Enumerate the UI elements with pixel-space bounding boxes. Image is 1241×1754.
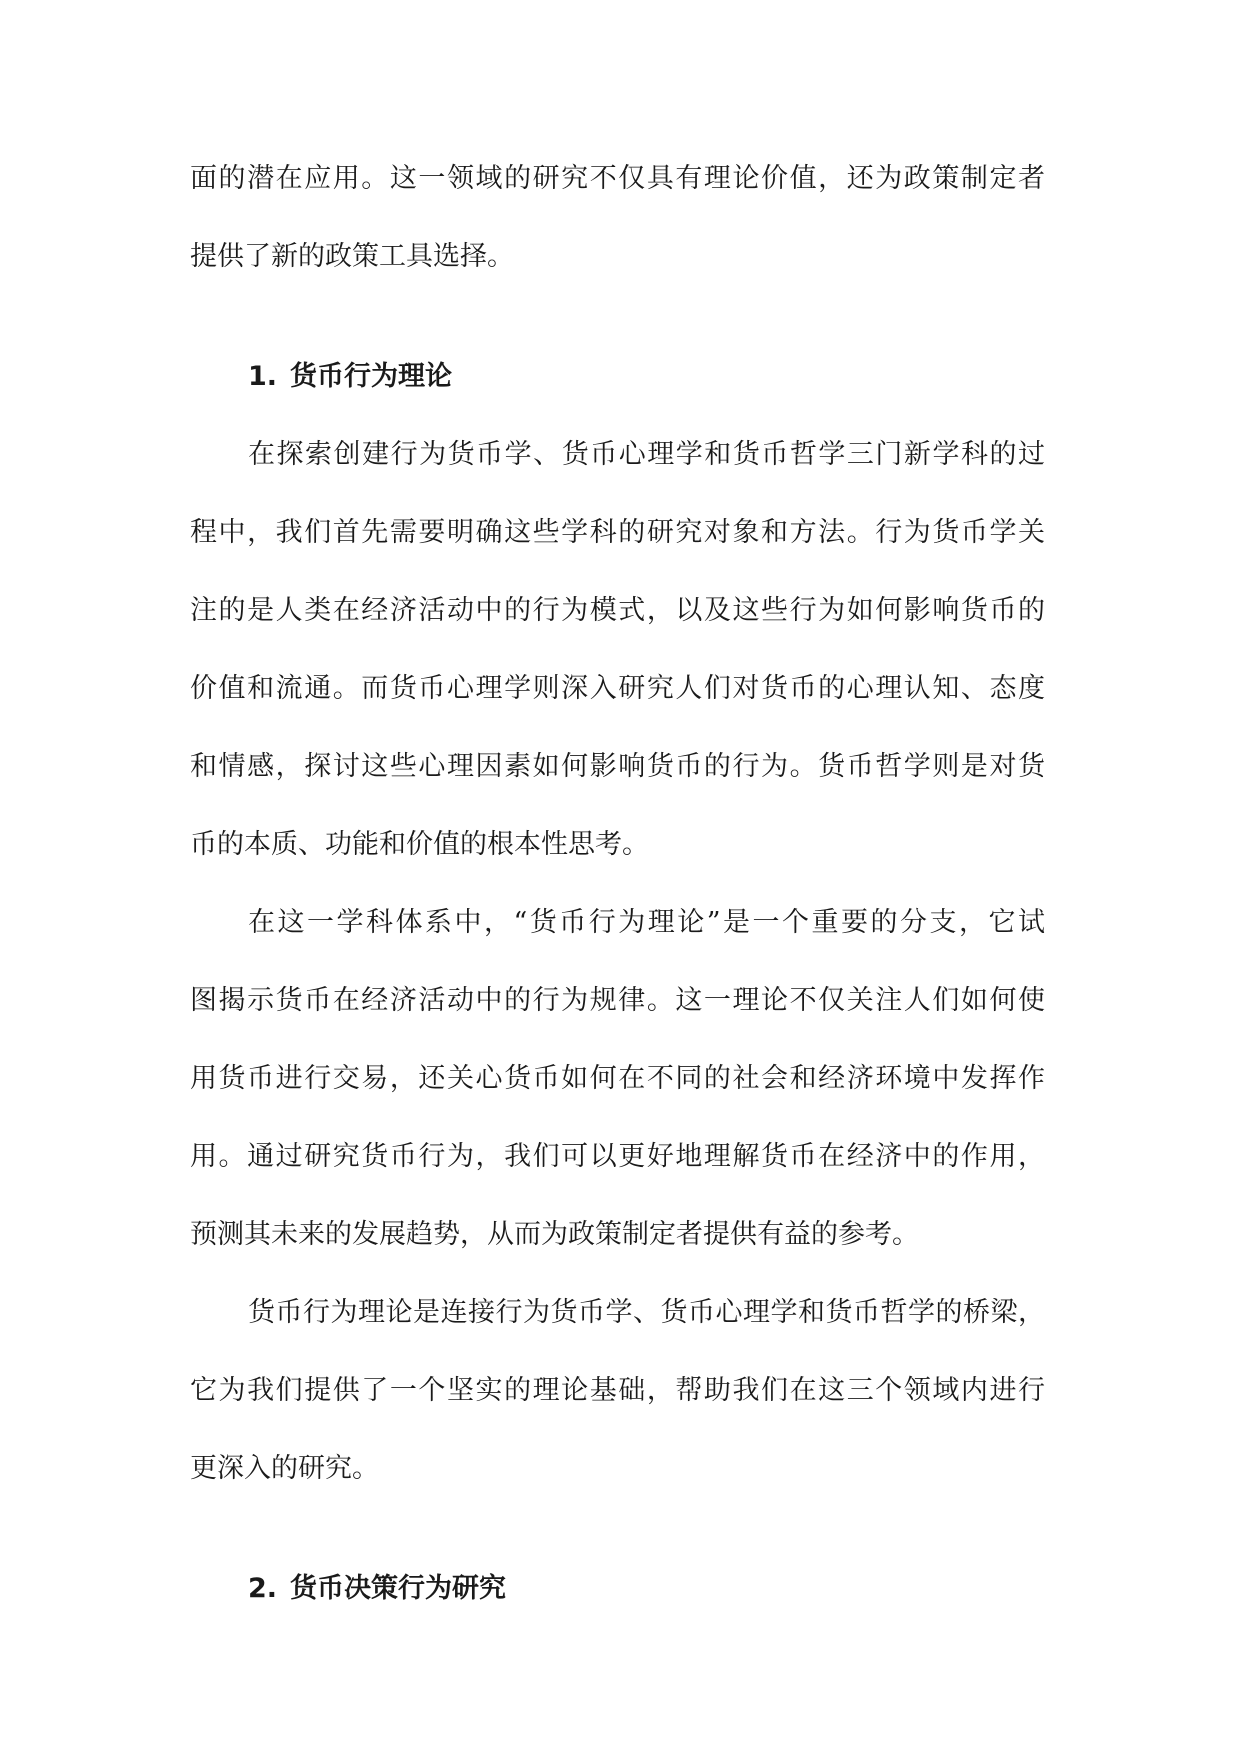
text-line: 更深入的研究。 xyxy=(190,1453,379,1484)
text-line: 币的本质、功能和价值的根本性思考。 xyxy=(190,829,649,860)
section-title: 货币决策行为研究 xyxy=(290,1573,506,1604)
text-line: 和情感，探讨这些心理因素如何影响货币的行为。货币哲学则是对货 xyxy=(190,751,1045,782)
text-line: 它为我们提供了一个坚实的理论基础，帮助我们在这三个领域内进行 xyxy=(190,1375,1045,1406)
section-number: 1. xyxy=(248,361,278,392)
text-line: 预测其未来的发展趋势，从而为政策制定者提供有益的参考。 xyxy=(190,1219,919,1250)
text-line: 货币行为理论是连接行为货币学、货币心理学和货币哲学的桥梁， xyxy=(248,1297,1045,1328)
paragraph-intro xyxy=(190,140,1045,296)
paragraph-section1-3 xyxy=(190,1274,1045,1508)
text-line: 在探索创建行为货币学、货币心理学和货币哲学三门新学科的过 xyxy=(248,439,1045,470)
section-heading-1 xyxy=(190,338,1045,416)
paragraph-section1-2 xyxy=(190,884,1045,1274)
text-line: 价值和流通。而货币心理学则深入研究人们对货币的心理认知、态度 xyxy=(190,673,1045,704)
text-line: 面的潜在应用。这一领域的研究不仅具有理论价值，还为政策制定者 xyxy=(190,163,1045,194)
section-number: 2. xyxy=(248,1573,278,1604)
page-body xyxy=(190,140,1045,1628)
section-heading-2 xyxy=(190,1550,1045,1628)
text-line: 程中，我们首先需要明确这些学科的研究对象和方法。行为货币学关 xyxy=(190,517,1045,548)
text-line: 图揭示货币在经济活动中的行为规律。这一理论不仅关注人们如何使 xyxy=(190,985,1045,1016)
section-title: 货币行为理论 xyxy=(290,361,452,392)
text-line: 注的是人类在经济活动中的行为模式，以及这些行为如何影响货币的 xyxy=(190,595,1045,626)
text-line: 用。通过研究货币行为，我们可以更好地理解货币在经济中的作用， xyxy=(190,1141,1045,1172)
paragraph-section1-1 xyxy=(190,416,1045,884)
text-line: 在这一学科体系中，“货币行为理论”是一个重要的分支，它试 xyxy=(248,907,1045,938)
text-line: 用货币进行交易，还关心货币如何在不同的社会和经济环境中发挥作 xyxy=(190,1063,1045,1094)
text-line: 提供了新的政策工具选择。 xyxy=(190,241,514,272)
